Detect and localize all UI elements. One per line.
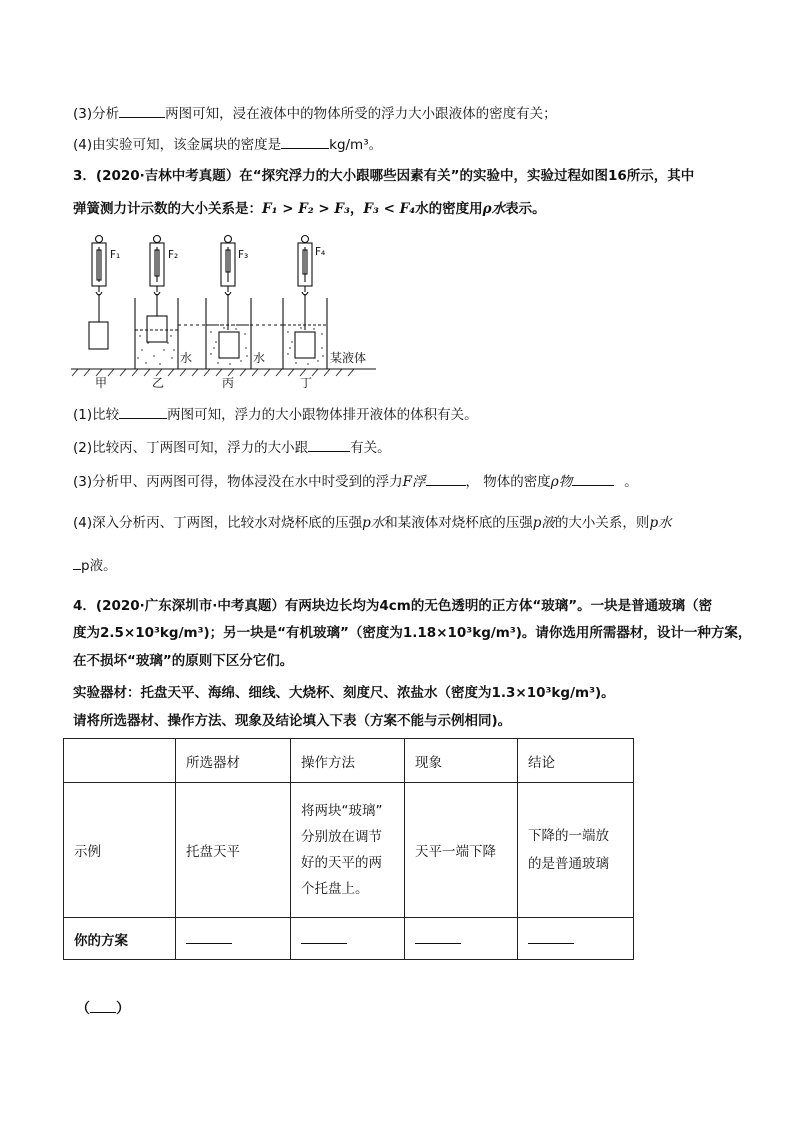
liquid-label-1: 水 <box>180 351 193 365</box>
answer-blank[interactable] <box>308 437 350 452</box>
example-label: 示例 <box>64 783 176 918</box>
table-row <box>64 918 634 960</box>
example-phenomenon: 天平一端下降 <box>405 783 518 918</box>
your-phenomenon-cell <box>405 918 518 960</box>
q4-instructions: 请将所选器材、操作方法、现象及结论填入下表（方案不能与示例相同)。 <box>73 713 512 729</box>
liquid-label-3: 某液体 <box>330 351 367 365</box>
q3-part4: (4)深入分析丙、丁两图，比较水对烧杯底的压强p水和某液体对烧杯底的压强p液的大小关系，则p水 <box>73 515 672 531</box>
label-f3: F₃ <box>238 249 249 261</box>
example-conclusion: 下降的一端放 的是普通玻璃 <box>518 783 634 918</box>
q3-part3: (3)分析甲、丙两图可得，物体浸没在水中时受到的浮力F浮 ， 物体的密度ρ物 。 <box>73 471 638 491</box>
answer-paren: （ ） <box>76 998 130 1018</box>
label-f4: F₄ <box>315 246 326 258</box>
q3-part4-cont: p液。 <box>73 555 117 575</box>
header-cell-method: 操作方法 <box>291 739 405 783</box>
q4-equipment: 实验器材：托盘天平、海绵、细线、大烧杯、刻度尺、浓盐水（密度为1.3×10³kg/m³)。 <box>73 685 615 701</box>
caption-jia: 甲 <box>95 376 108 390</box>
q3-title-line2: 弹簧测力计示数的大小关系是：F₁ > F₂ > F₃，F₃ < F₄水的密度用ρ水表示。 <box>73 201 546 217</box>
q3-part1: (1)比较 两图可知，浮力的大小跟物体排开液体的体积有关。 <box>73 404 478 424</box>
header-cell-conclusion: 结论 <box>518 739 634 783</box>
label-f2: F₂ <box>168 249 179 261</box>
q4-title-line2: 度为2.5×10³kg/m³)；另一块是“有机玻璃”（密度为1.18×10³kg/m³)。请你选用所需器材，设计一种方案， <box>73 625 752 641</box>
q4-title: 4．(2020·广东深圳市·中考真题）有两块边长均为4cm的无色透明的正方体“玻璃”。一块是普通玻璃（密 <box>73 598 713 614</box>
answer-blank[interactable] <box>528 929 574 944</box>
your-method-cell <box>291 918 405 960</box>
answer-blank[interactable] <box>119 404 167 419</box>
answer-blank[interactable] <box>281 134 329 149</box>
q3-part2: (2)比较丙、丁两图可知，浮力的大小跟 有关。 <box>73 437 391 457</box>
q2-part3: (3)分析 两图可知，浸在液体中的物体所受的浮力大小跟液体的密度有关； <box>73 103 557 123</box>
table-header-row <box>64 739 634 783</box>
q3-title: 3．(2020·吉林中考真题）在“探究浮力的大小跟哪些因素有关”的实验中，实验过程如图16所示，其中 <box>73 168 695 184</box>
answer-blank[interactable] <box>73 555 81 570</box>
answer-blank[interactable] <box>119 103 165 118</box>
table-row <box>64 783 634 918</box>
your-plan-label: 你的方案 <box>64 918 176 960</box>
answer-blank[interactable] <box>426 471 466 486</box>
q2-part4: (4)由实验可知，该金属块的密度是 kg/m³。 <box>73 134 382 154</box>
header-cell-phenomenon: 现象 <box>405 739 518 783</box>
answer-blank[interactable] <box>572 471 614 486</box>
q4-title-line3: 在不损坏“玻璃”的原则下区分它们。 <box>73 653 294 669</box>
caption-bing: 丙 <box>222 376 235 390</box>
answer-blank[interactable] <box>90 998 116 1013</box>
your-conclusion-cell <box>518 918 634 960</box>
example-equipment: 托盘天平 <box>176 783 291 918</box>
header-cell-equipment: 所选器材 <box>176 739 291 783</box>
caption-ding: 丁 <box>300 376 313 390</box>
label-f1: F₁ <box>110 249 121 261</box>
buoyancy-experiment-figure <box>68 230 388 390</box>
header-cell-blank <box>64 739 176 783</box>
answer-blank[interactable] <box>415 929 461 944</box>
answer-blank[interactable] <box>301 929 347 944</box>
caption-yi: 乙 <box>152 376 165 390</box>
answer-blank[interactable] <box>186 929 232 944</box>
liquid-label-2: 水 <box>253 351 266 365</box>
your-equipment-cell <box>176 918 291 960</box>
plan-table <box>63 738 634 960</box>
example-method: 将两块“玻璃” 分别放在调节 好的天平的两 个托盘上。 <box>291 783 405 918</box>
